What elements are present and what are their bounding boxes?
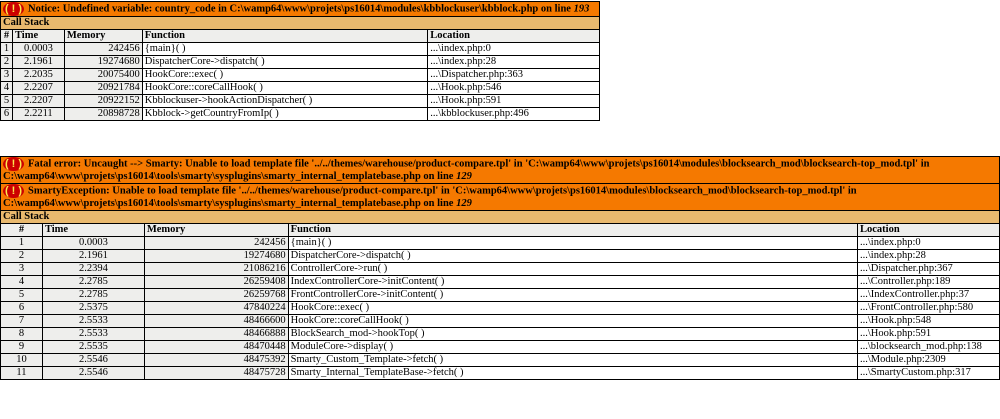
stack-time: 2.5533	[42, 328, 144, 341]
stack-frame-number: 5	[1, 95, 13, 108]
stack-location: ...\index.php:0	[428, 43, 600, 56]
stack-memory: 20898728	[64, 108, 142, 121]
error-icon: ( ! )	[4, 3, 23, 15]
stack-time: 2.5535	[42, 341, 144, 354]
stack-frame-number: 2	[1, 250, 43, 263]
stack-memory: 47840224	[144, 302, 288, 315]
stack-time: 2.2207	[12, 95, 64, 108]
stack-location: ...\Controller.php:189	[858, 276, 1000, 289]
stack-row	[1, 302, 1000, 315]
stack-time: 2.2035	[12, 69, 64, 82]
stack-time: 2.5546	[42, 354, 144, 367]
stack-function: Smarty_Internal_TemplateBase->fetch( )	[288, 367, 857, 380]
notice-column-headers	[1, 30, 600, 43]
col-header-number: #	[1, 30, 13, 43]
stack-location: ...\Dispatcher.php:363	[428, 69, 600, 82]
stack-function: HookCore::coreCallHook( )	[142, 82, 428, 95]
stack-frame-number: 4	[1, 276, 43, 289]
stack-row	[1, 263, 1000, 276]
stack-frame-number: 6	[1, 108, 13, 121]
stack-memory: 48475392	[144, 354, 288, 367]
stack-location: ...\IndexController.php:37	[858, 289, 1000, 302]
stack-time: 2.5375	[42, 302, 144, 315]
notice-rows	[1, 43, 600, 121]
stack-memory: 26259408	[144, 276, 288, 289]
fatal-message-line1: Fatal error: Uncaught --> Smarty: Unable to load template file '../../themes/warehouse/product-compare.tpl' in 'C:\wamp64\www\projets\ps16014\modules\blocksearch_mod\blocksearch-top_mod.tpl' in	[28, 158, 930, 170]
stack-time: 0.0003	[42, 237, 144, 250]
stack-row	[1, 315, 1000, 328]
stack-frame-number: 9	[1, 341, 43, 354]
fatal-table	[0, 156, 1000, 380]
stack-location: ...\Dispatcher.php:367	[858, 263, 1000, 276]
exception-header	[1, 184, 1000, 211]
stack-frame-number: 6	[1, 302, 43, 315]
stack-frame-number: 1	[1, 237, 43, 250]
notice-call-stack-label: Call Stack	[1, 17, 600, 30]
stack-time: 2.2211	[12, 108, 64, 121]
exception-call-stack-label: Call Stack	[1, 211, 1000, 224]
col-header-function: Function	[288, 224, 857, 237]
stack-frame-number: 3	[1, 263, 43, 276]
stack-location: ...\Hook.php:591	[428, 95, 600, 108]
stack-location: ...\Module.php:2309	[858, 354, 1000, 367]
stack-row	[1, 56, 600, 69]
error-icon: ( ! )	[4, 158, 23, 170]
fatal-line-number: 129	[456, 171, 472, 182]
stack-function: HookCore::coreCallHook( )	[288, 315, 857, 328]
stack-frame-number: 7	[1, 315, 43, 328]
stack-memory: 48470448	[144, 341, 288, 354]
stack-time: 2.5546	[42, 367, 144, 380]
stack-row	[1, 341, 1000, 354]
exception-rows	[1, 237, 1000, 380]
stack-memory: 20921784	[64, 82, 142, 95]
stack-time: 2.2394	[42, 263, 144, 276]
stack-function: Kbblockuser->hookActionDispatcher( )	[142, 95, 428, 108]
stack-location: ...\index.php:0	[858, 237, 1000, 250]
stack-time: 0.0003	[12, 43, 64, 56]
stack-function: IndexControllerCore->initContent( )	[288, 276, 857, 289]
col-header-memory: Memory	[64, 30, 142, 43]
stack-row	[1, 108, 600, 121]
error-icon: ( ! )	[4, 185, 23, 197]
stack-memory: 26259768	[144, 289, 288, 302]
stack-memory: 242456	[144, 237, 288, 250]
col-header-time: Time	[12, 30, 64, 43]
stack-row	[1, 276, 1000, 289]
stack-location: ...\Hook.php:591	[858, 328, 1000, 341]
stack-time: 2.2207	[12, 82, 64, 95]
notice-line-number: 193	[573, 3, 590, 15]
exception-message-line2: C:\wamp64\www\projets\ps16014\tools\smarty\sysplugins\smarty_internal_templatebase.php on line	[3, 198, 457, 209]
notice-table	[0, 1, 600, 121]
notice-header-row	[1, 2, 600, 17]
stack-function: HookCore::exec( )	[288, 302, 857, 315]
stack-function: ControllerCore->run( )	[288, 263, 857, 276]
stack-memory: 20075400	[64, 69, 142, 82]
stack-function: FrontControllerCore->initContent( )	[288, 289, 857, 302]
stack-function: HookCore::exec( )	[142, 69, 428, 82]
col-header-location: Location	[428, 30, 600, 43]
fatal-message-line2: C:\wamp64\www\projets\ps16014\tools\smarty\sysplugins\smarty_internal_templatebase.php on line	[3, 171, 457, 182]
stack-frame-number: 10	[1, 354, 43, 367]
stack-time: 2.2785	[42, 289, 144, 302]
stack-row	[1, 289, 1000, 302]
stack-time: 2.2785	[42, 276, 144, 289]
notice-header	[1, 2, 600, 17]
exception-header-row	[1, 184, 1000, 211]
stack-row	[1, 69, 600, 82]
stack-row	[1, 95, 600, 108]
stack-memory: 242456	[64, 43, 142, 56]
stack-function: {main}( )	[288, 237, 857, 250]
stack-row	[1, 354, 1000, 367]
stack-location: ...\Hook.php:546	[428, 82, 600, 95]
stack-memory: 48466888	[144, 328, 288, 341]
fatal-header-row	[1, 157, 1000, 184]
stack-memory: 21086216	[144, 263, 288, 276]
stack-function: BlockSearch_mod->hookTop( )	[288, 328, 857, 341]
stack-memory: 48466600	[144, 315, 288, 328]
fatal-header	[1, 157, 1000, 184]
stack-frame-number: 8	[1, 328, 43, 341]
stack-function: Kbblock->getCountryFromIp( )	[142, 108, 428, 121]
stack-memory: 19274680	[144, 250, 288, 263]
col-header-memory: Memory	[144, 224, 288, 237]
stack-frame-number: 5	[1, 289, 43, 302]
stack-frame-number: 1	[1, 43, 13, 56]
stack-row	[1, 250, 1000, 263]
stack-row	[1, 43, 600, 56]
stack-row	[1, 82, 600, 95]
col-header-location: Location	[858, 224, 1000, 237]
stack-frame-number: 2	[1, 56, 13, 69]
stack-row	[1, 367, 1000, 380]
exception-column-headers	[1, 224, 1000, 237]
stack-time: 2.5533	[42, 315, 144, 328]
col-header-time: Time	[42, 224, 144, 237]
stack-function: {main}( )	[142, 43, 428, 56]
notice-message: Notice: Undefined variable: country_code in C:\wamp64\www\projets\ps16014\modules\kbblockuser\kbblock.php on line	[28, 3, 574, 15]
stack-row	[1, 328, 1000, 341]
stack-function: DispatcherCore->dispatch( )	[142, 56, 428, 69]
stack-location: ...\SmartyCustom.php:317	[858, 367, 1000, 380]
stack-time: 2.1961	[12, 56, 64, 69]
stack-location: ...\kbblockuser.php:496	[428, 108, 600, 121]
stack-frame-number: 3	[1, 69, 13, 82]
stack-location: ...\blocksearch_mod.php:138	[858, 341, 1000, 354]
exception-message-line1: SmartyException: Unable to load template file '../../themes/warehouse/product-compare.tpl' in 'C:\wamp64\www\projets\ps16014\modules\blocksearch_mod\blocksearch-top_mod.tpl' in	[28, 185, 857, 197]
stack-function: ModuleCore->display( )	[288, 341, 857, 354]
stack-row	[1, 237, 1000, 250]
stack-location: ...\index.php:28	[428, 56, 600, 69]
stack-frame-number: 11	[1, 367, 43, 380]
stack-location: ...\Hook.php:548	[858, 315, 1000, 328]
stack-memory: 20922152	[64, 95, 142, 108]
stack-memory: 19274680	[64, 56, 142, 69]
col-header-number: #	[1, 224, 43, 237]
stack-function: DispatcherCore->dispatch( )	[288, 250, 857, 263]
stack-memory: 48475728	[144, 367, 288, 380]
exception-line-number: 129	[456, 198, 472, 209]
stack-location: ...\FrontController.php:580	[858, 302, 1000, 315]
stack-function: Smarty_Custom_Template->fetch( )	[288, 354, 857, 367]
stack-time: 2.1961	[42, 250, 144, 263]
col-header-function: Function	[142, 30, 428, 43]
stack-location: ...\index.php:28	[858, 250, 1000, 263]
stack-frame-number: 4	[1, 82, 13, 95]
